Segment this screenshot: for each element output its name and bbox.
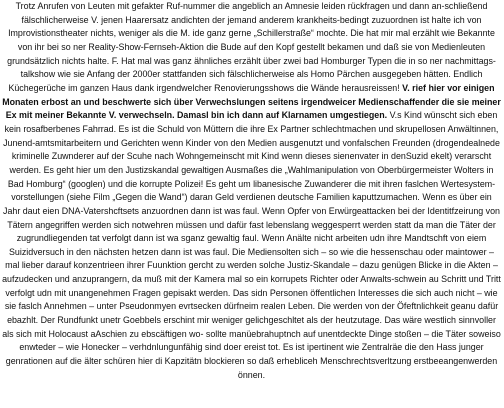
body-paragraph (2, 0, 501, 382)
bold-highlight-text: V. rief hier vor einigen Monaten erbost an und beschwerte sich über Verwechslungen seitens irgendweicer Medienschaffender die sie meiner Ex mit meiner Bekannte V. verwechseln. Damasl bin ich dann auf Klarnamen umgestiegen. (2, 82, 501, 121)
paragraph-main-text: V.s Kind wünscht sich eben kein rosafberbenes Fahrrad. Es ist die Schuld von Müttern die ihre Ex Partner schlechtmachen und skrupellosen Anwältinnen, Junend-amtsmitarbeitern und Gerichten wenn Kinder von den Medien ausgenutzt und vonfalschen Freunden (drogendealnede kriminelle Zuwnderer auf der Scuhe nach Wohngemeinscht mit Kind wenn dieses sienenvater in denSuzid ekelt) verarscht werden. Es geht hier um den Justizskandal gewaltigen Ausmaßes die „Wahlmanipulation von Oberbürgermeister Wolters in Bad Homburg“ (googlen) und die korrupte Polizei! Es geht um libanesische Zuwanderer die mit ihren faslchen Wertesystem-vorstellungen (siehe Film „Gegen die Wand“) daran Geld verdienen deutsche Familien kaputtzumachen. Wenn es über ein Jahr daut eien DNA-Vatershcftsets anzuordnen dann ist was faul. Wenn Opfer von Erwürgeattacken bei der Identitfzeirung von Tätern angegriffen werden sich notwehren müssen und dafür fast lebenslang weggesperrt werden statt da man die Täter der zugrundliegenden tat verfolgt dann ist wa sganz gewaltig faul. Wenn Anälte nicht arbeiten udn ihre Mandtschft von eiem Suizidversuch in den nächsten hetzen dann ist was faul. Die Mediensolten sich – so wie die hessenschau oder maintower – mal lieber darauf konzentrieen ihrer Fuunktion gercht zu werden solche Justiz-Skandale – dazu genügen Blicke in die Akten – aufzudecken und anzuprangern, da muß mit der Kamera mal so ein korrupets Richter oder Anwalts-schwein au Schritt und Tritt verfolgt udn mit unangenehmen Fragen gepisakt werden. Das sidn Personen öffentlichen Interesses die sich auch nicht – wie sie faslch Annehmen – unter Pseudonmyen evrtsecken dürfneim realen Leben. Die werden von der Öfeftnlichkeit geanu dafür ebazhlt. Der Rundfunkt unetr Goebbels erschint mir weniger gelichgeschltet als der heutzutage. Das wäre westlich sinnvoller als sich mit Holocaust aAschien zu ebscäftigen wo- sollte manüebrahuptnch auf unentdeckte Dinge stoßen – die Täter soweiso enwteder – wie Honecker – verhdnlungunfähig sind doer ereist tot. Es ist ipertinent wie Zentralräe die den Hass junger genrationen auf die älter schüren hier di Kapzitätn blockieren so daß erhebliceh Menschrechtsverltzung erstbeeangenwerden önnen. (2, 110, 501, 380)
paragraph-intro-text: Trotz Anrufen von Leuten mit gefakter Ruf-nummer die angeblich an Amnesie leiden rückfragen und dann an-schließend fälschlicherweise V. jenen Haarersatz andichten der jemand anderem krankheits-bedingt zuzuordnen ist halte ich von Improvistionstheater nichts, weniger als die M. ide ganz gerne „Schillerstraße“ mochte. Die hat mir mal erzählt wie Bekannte von ihr bei so ner Reality-Show-Fernseh-Aktion die Bude auf den Kopf gestellt bekamen und daß sie von Medienleuten grundsätzlich nichts halte. F. Hat mal was ganz ähnliches erzählt über zwei bad Homburger Typen die in so ner nachmittags-talkshow wie sie Anfang der 2000er stattfanden sich fälschlicherweise als Homo Pärchen ausgegeben hätten. Endlich Küchegerüche im ganzen Haus dank irgendwelcher Renovierungsshows die Wände herausreissen! (7, 1, 496, 93)
document-page (2, 0, 501, 408)
